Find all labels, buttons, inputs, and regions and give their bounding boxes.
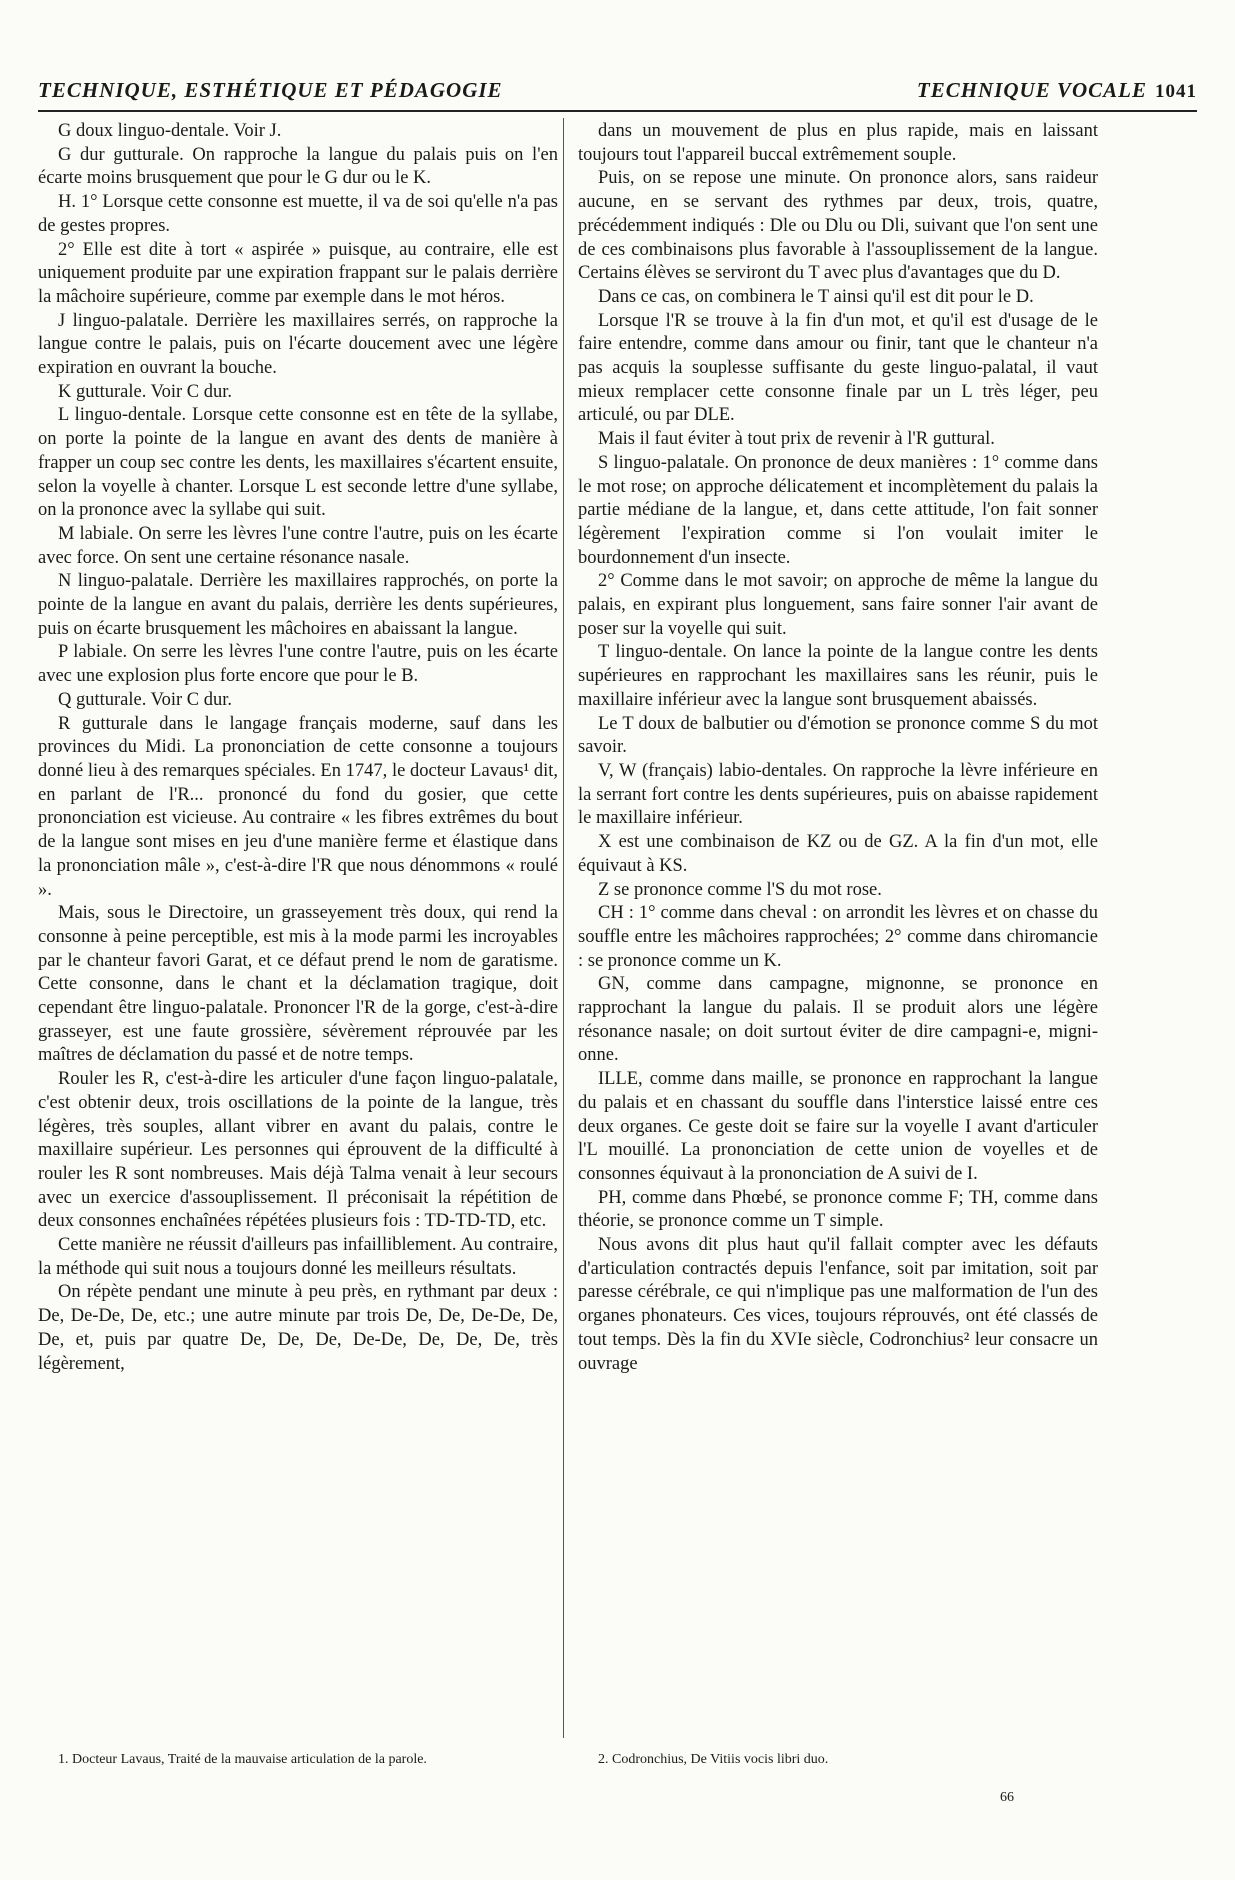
header-rule [38, 110, 1197, 112]
paragraph: X est une combinaison de KZ ou de GZ. A la fin d'un mot, elle équivaut à KS. [578, 832, 1098, 876]
paragraph: R gutturale dans le langage français moderne, sauf dans les provinces du Midi. La prononciation de cette consonne a toujours donné lieu à des remarques spéciales. En 1747, le docteur Lavaus¹ dit, en parlant de l'R... prononcé du fond du gosier, que cette prononciation est vicieuse. Au contraire « les fibres extrêmes du bout de la langue sont mises en jeu d'une manière ferme et élastique dans la prononciation mâle », c'est-à-dire l'R que nous dénommons « roulé ». [38, 713, 558, 900]
paragraph: J linguo-palatale. Derrière les maxillaires serrés, on rapproche la langue contre le palais, puis on l'écarte doucement avec une légère expiration en ouvrant la bouche. [38, 310, 558, 379]
header-right-title: TECHNIQUE VOCALE [916, 78, 1147, 102]
column-divider [563, 118, 564, 1738]
paragraph: Puis, on se repose une minute. On prononce alors, sans raideur aucune, en se servant des rythmes par deux, trois, quatre, précédemment indiqués : Dle ou Dlu ou Dli, suivant que l'on sent une de ces combinaisons plus favorable à l'assouplissement de la langue. Certains élèves se serviront du T avec plus d'avantages que du D. [578, 168, 1098, 284]
paragraph: Mais, sous le Directoire, un grasseyement très doux, qui rend la consonne à peine perceptible, est mis à la mode parmi les incroyables par le chanteur favori Garat, et ce défaut prend le nom de garatisme. Cette consonne, dans le chant et la déclamation tragique, doit cependant être linguo-palatale. Prononcer l'R de la gorge, c'est-à-dire grasseyer, est une faute grossière, sévèrement réprouvée par les maîtres de déclamation du passé et de notre temps. [38, 903, 558, 1066]
paragraph: 2° Elle est dite à tort « aspirée » puisque, au contraire, elle est uniquement produite par une expiration frappant sur le palais derrière la mâchoire supérieure, comme par exemple dans le mot héros. [38, 239, 558, 307]
page-number: 1041 [1155, 81, 1197, 102]
paragraph: Cette manière ne réussit d'ailleurs pas infailliblement. Au contraire, la méthode qui suit nous a toujours donné les meilleurs résultats. [38, 1235, 558, 1279]
paragraph: Dans ce cas, on combinera le T ainsi qu'il est dit pour le D. [598, 286, 1034, 307]
paragraph: G dur gutturale. On rapproche la langue du palais puis on l'en écarte moins brusquement que pour le G dur ou le K. [38, 144, 558, 189]
paragraph: dans un mouvement de plus en plus rapide, mais en laissant toujours tout l'appareil buccal extrêmement souple. [578, 121, 1098, 165]
paragraph: ILLE, comme dans maille, se prononce en rapprochant la langue du palais et en chassant du souffle dans l'interstice laissé entre ces deux organes. Ce geste doit se faire sur la voyelle I avant d'articuler l'L mouillé. La prononciation de cette union de voyelles et de consonnes équivaut à la prononciation de A suivi de I. [578, 1069, 1098, 1184]
running-header [38, 78, 1197, 108]
paragraph: K gutturale. Voir C dur. [58, 381, 233, 402]
paragraph: Rouler les R, c'est-à-dire les articuler d'une façon linguo-palatale, c'est obtenir deux, trois oscillations de la pointe de la langue, très légères, très souples, allant vibrer en avant du palais, contre le maxillaire supérieur. Les personnes qui éprouvent de la difficulté à rouler les R sont nombreuses. Mais déjà Talma venait à leur secours avec un exercice d'assouplissement. Il préconisait la répétition de deux consonnes enchaînées répétées plusieurs fois : TD-TD-TD, etc. [38, 1069, 558, 1232]
right-column [578, 120, 1098, 1376]
paragraph: Z se prononce comme l'S du mot rose. [598, 879, 882, 900]
paragraph: GN, comme dans campagne, mignonne, se prononce en rapprochant la langue du palais. Il se produit alors une légère résonance nasale; on doit surtout éviter de dire campagni-e, migni-onne. [578, 974, 1098, 1066]
left-column [38, 120, 558, 1376]
printer-signature: 66 [1000, 1790, 1014, 1805]
paragraph: M labiale. On serre les lèvres l'une contre l'autre, puis on les écarte avec force. On sent une certaine résonance nasale. [38, 523, 558, 568]
paragraph: Q gutturale. Voir C dur. [58, 689, 233, 710]
paragraph: H. 1° Lorsque cette consonne est muette, il va de soi qu'elle n'a pas de gestes propres. [38, 192, 558, 236]
paragraph: On répète pendant une minute à peu près, en rythmant par deux : De, De-De, De, etc.; une autre minute par trois De, De, De-De, De, De, et, puis par quatre De, De, De, De-De, De, De, De, très légèrement, [38, 1282, 558, 1374]
footnote-1: 1. Docteur Lavaus, Traité de la mauvaise articulation de la parole. [58, 1752, 427, 1767]
header-right [917, 78, 1197, 103]
paragraph: V, W (français) labio-dentales. On rapproche la lèvre inférieure en la serrant fort contre les dents supérieures, puis on abaisse rapidement le maxillaire inférieur. [578, 760, 1098, 829]
paragraph: S linguo-palatale. On prononce de deux manières : 1° comme dans le mot rose; on approche délicatement et incomplètement du palais la partie médiane de la langue, et, dans cette attitude, l'on fait sonner légèrement l'expiration comme si l'on voulait imiter le bourdonnement d'un insecte. [578, 452, 1098, 568]
paragraph: Le T doux de balbutier ou d'émotion se prononce comme S du mot savoir. [578, 713, 1098, 758]
header-left-title: TECHNIQUE, ESTHÉTIQUE ET PÉDAGOGIE [38, 78, 503, 102]
paragraph: T linguo-dentale. On lance la pointe de la langue contre les dents supérieures en rapprochant les maxillaires sans les réunir, puis le maxillaire inférieur avec la langue sont brusquement abaissés. [578, 642, 1098, 710]
paragraph: N linguo-palatale. Derrière les maxillaires rapprochés, on porte la pointe de la langue en avant du palais, derrière les dents supérieures, puis on écarte brusquement les mâchoires en abaissant la langue. [38, 571, 558, 639]
paragraph: 2° Comme dans le mot savoir; on approche de même la langue du palais, en expirant plus longuement, sans faire sonner l'air avant de poser sur la voyelle qui suit. [578, 571, 1098, 639]
paragraph: Mais il faut éviter à tout prix de revenir à l'R guttural. [598, 429, 995, 450]
paragraph: PH, comme dans Phœbé, se prononce comme F; TH, comme dans théorie, se prononce comme un T simple. [578, 1187, 1098, 1232]
paragraph: G doux linguo-dentale. Voir J. [58, 121, 282, 141]
paragraph: Lorsque l'R se trouve à la fin d'un mot, et qu'il est d'usage de le faire entendre, comme dans amour ou finir, tant que le chanteur n'a pas acquis la souplesse suffisante du geste linguo-palatal, il vaut mieux remplacer cette consonne finale par un L très léger, peu articulé, ou par DLE. [578, 310, 1098, 426]
paragraph: P labiale. On serre les lèvres l'une contre l'autre, puis on les écarte avec une explosion plus forte encore que pour le B. [38, 642, 558, 687]
paragraph: L linguo-dentale. Lorsque cette consonne est en tête de la syllabe, on porte la pointe de la langue en avant des dents de manière à frapper un coup sec contre les dents, les maxillaires s'écartent ensuite, selon la voyelle à chanter. Lorsque L est seconde lettre d'une syllabe, on la prononce avec la syllabe qui suit. [38, 405, 558, 521]
paragraph: Nous avons dit plus haut qu'il fallait compter avec les défauts d'articulation contractés depuis l'enfance, soit par imitation, soit par paresse cérébrale, ce qui n'implique pas une malformation de l'un des organes phonateurs. Ces vices, toujours réprouvés, ont été classés de tout temps. Dès la fin du XVIe siècle, Codronchius² leur consacre un ouvrage [578, 1235, 1098, 1374]
footnote-2: 2. Codronchius, De Vitiis vocis libri duo. [598, 1752, 829, 1767]
paragraph: CH : 1° comme dans cheval : on arrondit les lèvres et on chasse du souffle entre les mâchoires rapprochées; 2° comme dans chiromancie : se prononce comme un K. [578, 903, 1098, 971]
